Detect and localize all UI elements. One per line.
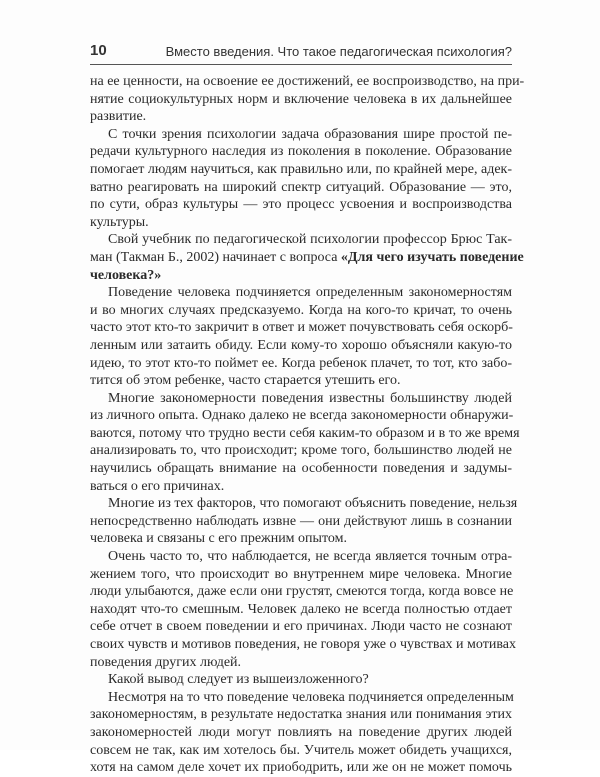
text-line: Очень часто то, что наблюдается, не всегда является точным отра-: [108, 549, 512, 565]
text-line: Поведение человека подчиняется определенным закономерностям: [108, 285, 512, 301]
text-line: своих чувств и мотивов поведения, не говоря уже о чувствах и мотивах: [90, 637, 516, 652]
text-line: Несмотря на то что поведение человека подчиняется определенным: [108, 689, 514, 705]
text-line: совсем не так, как им хотелось бы. Учитель может обидеть учащихся,: [90, 742, 512, 758]
text-line: часто этот кто-то закричит в ответ и может почувствовать себя оскорб-: [90, 320, 513, 336]
text-line: по сути, образ культуры — это процесс усвоения и воспроизводства: [90, 197, 512, 213]
running-title: Вместо введения. Что такое педагогическая психология?: [165, 44, 512, 59]
paragraph: [90, 495, 518, 548]
text-line: тится об этом ребенке, часто старается утешить его.: [90, 373, 401, 389]
paragraph: [90, 284, 512, 390]
paragraph: [90, 689, 512, 777]
text-line: ваются, потому что трудно вести себя каким-то образом и в то же время: [90, 425, 520, 441]
text-line: себе отчет в своем поведении и его причинах. Люди часто не сознают: [90, 619, 512, 635]
running-header: [90, 40, 512, 65]
text-line: и во многих случаях предсказуемо. Когда на кого-то кричат, то очень: [90, 302, 512, 318]
text-line: люди улыбаются, даже если они грустят, смеются тогда, когда вовсе не: [90, 584, 514, 600]
paragraph: [90, 73, 525, 126]
text-line: Какой вывод следует из вышеизложенного?: [108, 672, 369, 688]
text-line: поведения других людей.: [90, 654, 242, 670]
text-line: [90, 267, 512, 285]
page-number: 10: [90, 42, 107, 59]
bold-question: «Для чего изучать поведение: [340, 249, 524, 265]
text-segment: ман (Такман Б., 2002) начинает с вопроса: [90, 249, 341, 265]
text-line: из личного опыта. Однако далеко не всегда закономерности обнаружи-: [90, 408, 514, 424]
text-line: непосредственно наблюдать извне — они действуют лишь в сознании: [90, 513, 512, 529]
text-line: ваться о его причинах.: [90, 478, 225, 494]
paragraph: [90, 390, 520, 496]
text-line: Свой учебник по педагогической психологии профессор Брюс Так-: [108, 232, 512, 248]
text-line: находят что-то смешным. Человек далеко не всегда полностью отдает: [90, 601, 512, 617]
text-line: ватно реагировать на широкий спектр ситуаций. Образование — это,: [90, 179, 512, 195]
bold-question: человека?»: [90, 267, 162, 283]
text-line: [90, 249, 524, 267]
text-line: нятие социокультурных норм и включение человека в их дальнейшее: [90, 91, 512, 107]
text-line: жением того, что происходит во внутреннем мире человека. Многие: [90, 566, 512, 582]
paragraph: [90, 671, 512, 689]
text-line: научились обращать внимание на особенности поведения и задумы-: [90, 461, 512, 477]
paragraph: [90, 126, 512, 232]
text-line: С точки зрения психологии задача образования шире простой пе-: [108, 126, 512, 142]
text-line: Многие из тех факторов, что помогают объяснить поведение, нельзя: [108, 496, 518, 512]
text-line: хотя на самом деле хочет их приободрить, или же он не может помочь: [90, 760, 512, 776]
text-line: помогает людям научиться, как правильно или, по крайней мере, адек-: [90, 161, 512, 177]
text-line: Многие закономерности поведения известны большинству людей: [108, 390, 512, 406]
text-line: идею, то этот кто-то поймет ее. Когда ребенок плачет, то тот, кто забо-: [90, 355, 512, 371]
text-line: редачи культурного наследия из поколения в поколение. Образование: [90, 144, 512, 160]
paragraph: [90, 231, 524, 284]
text-line: ленным или затаить обиду. Если кому-то хорошо объясняли какую-то: [90, 337, 512, 353]
text-line: культуры.: [90, 214, 149, 230]
text-line: закономерностей люди могут повлиять на поведение других людей: [90, 724, 512, 740]
paragraph: [90, 548, 516, 671]
text-line: закономерностям, в результате недостатка знания или понимания этих: [90, 707, 512, 723]
text-line: человека и связаны с его прежним опытом.: [90, 531, 347, 547]
text-line: анализировать то, что происходит; кроме того, большинство людей не: [90, 443, 512, 459]
text-line: на ее ценности, на освоение ее достижений, ее воспроизводство, на при-: [90, 74, 525, 89]
text-line: развитие.: [90, 109, 147, 125]
body-text: [90, 73, 525, 777]
